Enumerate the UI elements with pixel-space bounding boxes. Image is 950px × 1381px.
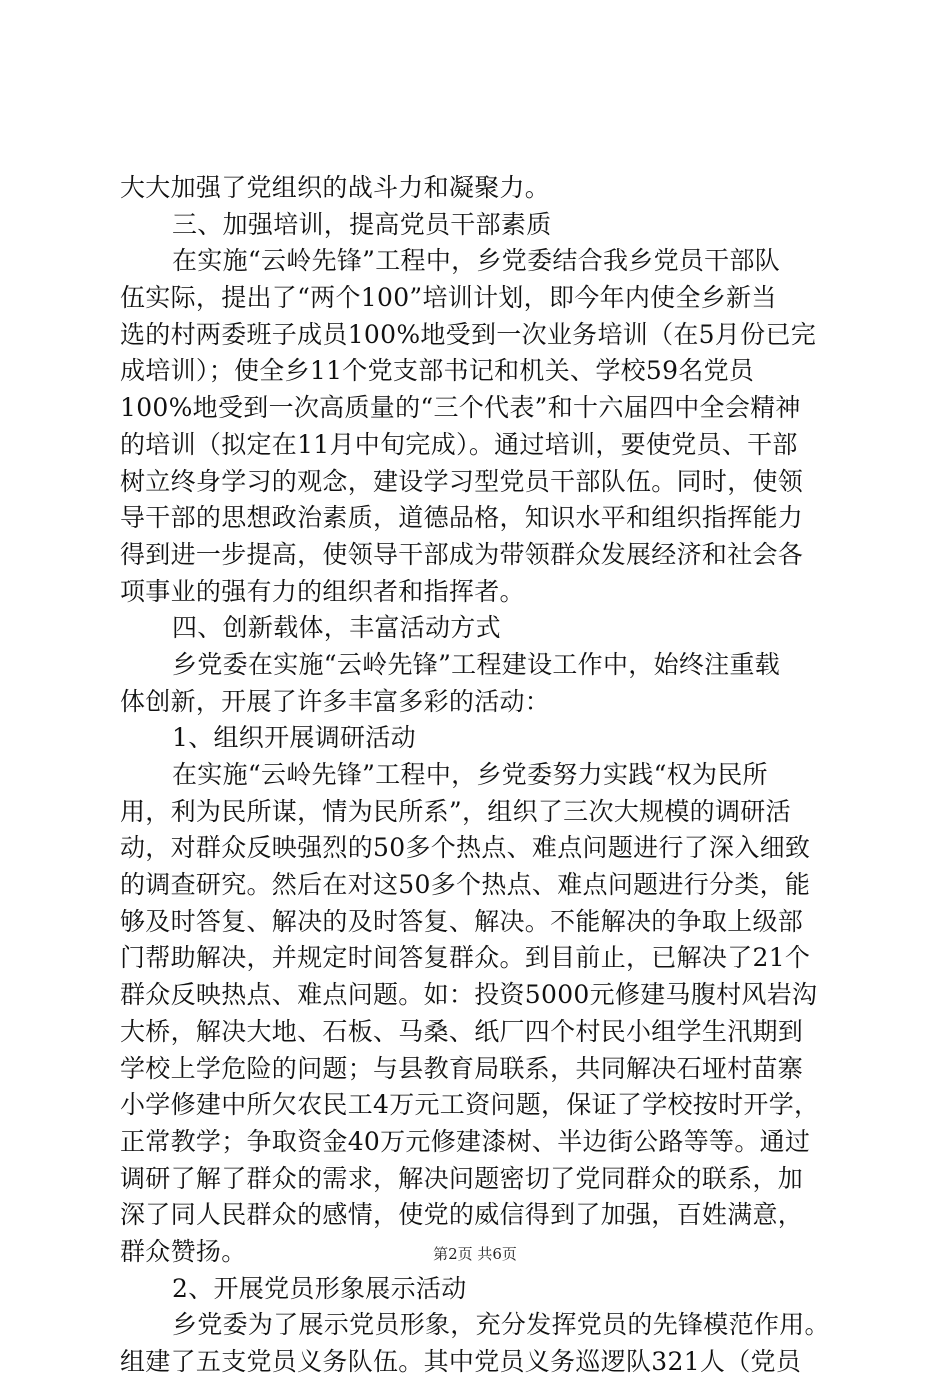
text-line: 够及时答复、解决的及时答复、解决。不能解决的争取上级部	[120, 906, 804, 936]
text-line: 成培训）；使全乡11个党支部书记和机关、学校59名党员	[120, 356, 755, 386]
text-line: 群众反映热点、难点问题。如：投资5000元修建马腹村风岩沟	[120, 980, 818, 1010]
text-line: 项事业的强有力的组织者和指挥者。	[120, 576, 525, 606]
text-line: 四、创新载体，丰富活动方式	[172, 613, 501, 643]
text-line: 选的村两委班子成员100%地受到一次业务培训（在5月份已完	[120, 319, 817, 349]
text-line: 乡党委在实施“云岭先锋”工程建设工作中，始终注重载	[172, 649, 781, 679]
text-line: 三、加强培训，提高党员干部素质	[172, 209, 552, 239]
text-line: 组建了五支党员义务队伍。其中党员义务巡逻队321人（党员	[120, 1347, 802, 1376]
text-line: 用，利为民所谋，情为民所系”，组织了三次大规模的调研活	[120, 796, 791, 826]
page-number-footer: 第2页 共6页	[433, 1245, 517, 1263]
text-line: 导干部的思想政治素质，道德品格，知识水平和组织指挥能力	[120, 503, 804, 533]
text-line: 得到进一步提高，使领导干部成为带领群众发展经济和社会各	[120, 539, 804, 569]
text-line: 大大加强了党组织的战斗力和凝聚力。	[120, 173, 551, 202]
text-line: 大桥，解决大地、石板、马桑、纸厂四个村民小组学生汛期到	[120, 1016, 804, 1046]
text-line: 深了同人民群众的感情，使党的威信得到了加强，百姓满意，	[120, 1200, 804, 1230]
text-line: 体创新，开展了许多丰富多彩的活动：	[120, 686, 551, 716]
text-line: 乡党委为了展示党员形象，充分发挥党员的先锋模范作用。	[172, 1310, 830, 1340]
text-line: 树立终身学习的观念，建设学习型党员干部队伍。同时，使领	[120, 466, 804, 496]
text-line: 1、组织开展调研活动	[172, 723, 416, 753]
text-line: 调研了解了群众的需求，解决问题密切了党同群众的联系，加	[120, 1163, 804, 1193]
text-line: 学校上学危险的问题；与县教育局联系，共同解决石垭村苗寨	[120, 1053, 804, 1083]
text-line: 动，对群众反映强烈的50多个热点、难点问题进行了深入细致	[120, 833, 811, 863]
text-line: 正常教学；争取资金40万元修建漆树、半边街公路等等。通过	[120, 1126, 811, 1156]
text-line: 群众赞扬。	[120, 1236, 247, 1266]
text-line: 的培训（拟定在11月中旬完成）。通过培训，要使党员、干部	[120, 429, 798, 459]
text-line: 100%地受到一次高质量的“三个代表”和十六届四中全会精神	[120, 393, 801, 423]
text-line: 在实施“云岭先锋”工程中，乡党委结合我乡党员干部队	[172, 246, 781, 276]
text-line: 的调查研究。然后在对这50多个热点、难点问题进行分类，能	[120, 870, 811, 900]
text-line: 小学修建中所欠农民工4万元工资问题，保证了学校按时开学，	[120, 1090, 820, 1120]
text-line: 门帮助解决，并规定时间答复群众。到目前止，已解决了21个	[120, 943, 811, 973]
text-line: 在实施“云岭先锋”工程中，乡党委努力实践“权为民所	[172, 760, 768, 789]
text-line: 2、开展党员形象展示活动	[172, 1273, 467, 1303]
text-line: 伍实际，提出了“两个100”培训计划，即今年内使全乡新当	[120, 283, 777, 313]
document-body	[120, 170, 832, 1381]
